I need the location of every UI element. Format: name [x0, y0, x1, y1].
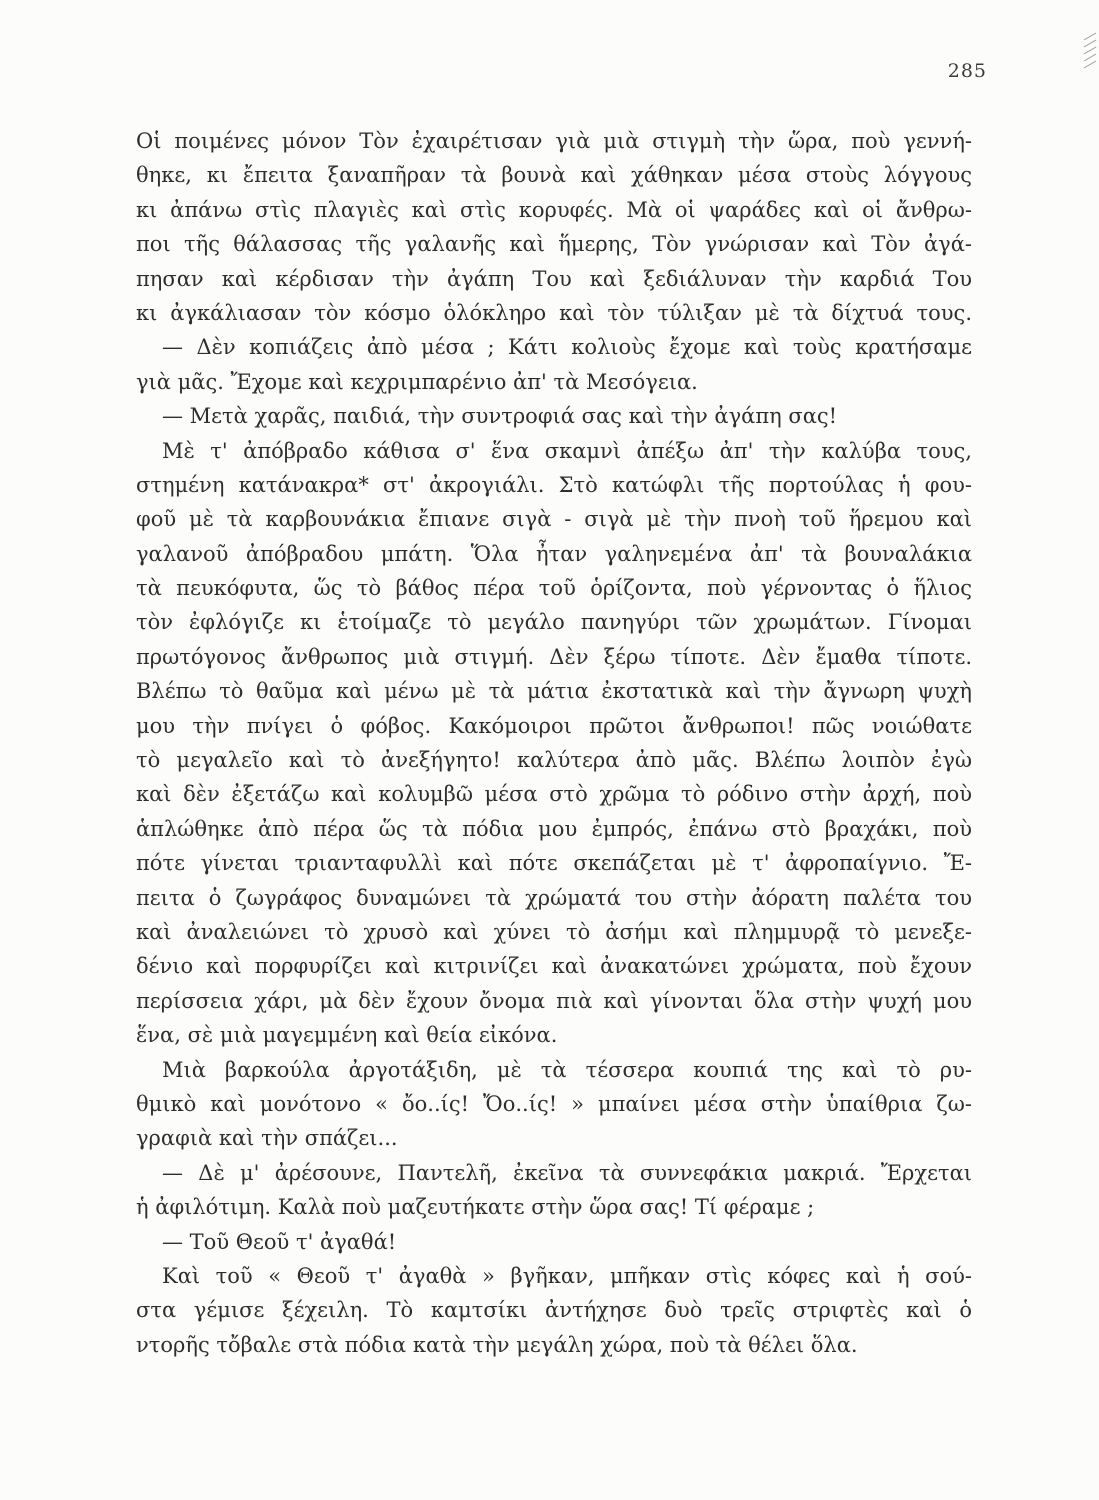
text-line: στημένη κατάνακρα* στ' ἀκρογιάλι. Στὸ κατώφλι τῆς πορτούλας ἡ φου- [136, 472, 972, 497]
text-line: γραφιὰ καὶ τὴν σπάζει... [136, 1126, 398, 1151]
text-line: ποι τῆς θάλασσας τῆς γαλανῆς καὶ ἥμερης, Τὸν γνώρισαν καὶ Τὸν ἀγά- [136, 232, 972, 257]
text-line: στα γέμισε ξέχειλη. Τὸ καμτσίκι ἀντήχησε δυὸ τρεῖς στριφτὲς καὶ ὁ [136, 1298, 972, 1323]
text-line: γαλανοῦ ἀπόβραδου μπάτη. Ὅλα ἦταν γαληνεμένα ἀπ' τὰ βουναλάκια [136, 541, 972, 566]
text-line: κι ἀγκάλιασαν τὸν κόσμο ὁλόκληρο καὶ τὸν τύλιξαν μὲ τὰ δίχτυά τους. [136, 300, 972, 325]
text-line: ἕνα, σὲ μιὰ μαγεμμένη καὶ θεία εἰκόνα. [136, 1023, 558, 1048]
text-line: Βλέπω τὸ θαῦμα καὶ μένω μὲ τὰ μάτια ἐκστατικὰ καὶ τὴν ἄγνωρη ψυχὴ [136, 679, 972, 704]
text-line: τὸν ἐφλόγιζε κι ἑτοίμαζε τὸ μεγάλο πανηγύρι τῶν χρωμάτων. Γίνομαι [136, 610, 972, 635]
page-edge-marks [1083, 30, 1099, 100]
text-line: μου τὴν πνίγει ὁ φόβος. Κακόμοιροι πρῶτοι ἄνθρωποι! πῶς νοιώθατε [136, 713, 972, 738]
text-line: πρωτόγονος ἄνθρωπος μιὰ στιγμή. Δὲν ξέρω τίποτε. Δὲν ἔμαθα τίποτε. [136, 644, 972, 669]
text-line: θηκε, κι ἔπειτα ξαναπῆραν τὰ βουνὰ καὶ χάθηκαν μέσα στοὺς λόγγους [136, 163, 972, 188]
text-line: κι ἀπάνω στὶς πλαγιὲς καὶ στὶς κορυφές. Μὰ οἱ ψαράδες καὶ οἱ ἄνθρω- [136, 197, 972, 222]
text-line: Καὶ τοῦ « Θεοῦ τ' ἀγαθὰ » βγῆκαν, μπῆκαν στὶς κόφες καὶ ἡ σού- [162, 1263, 972, 1288]
text-line: θμικὸ καὶ μονότονο « ὄο..ίς! Ὄο..ίς! » μπαίνει μέσα στὴν ὑπαίθρια ζω- [136, 1091, 972, 1116]
text-line: καὶ ἀναλειώνει τὸ χρυσὸ καὶ χύνει τὸ ἀσήμι καὶ πλημμυρᾷ τὸ μενεξε- [136, 919, 972, 944]
text-line: — Δὲ μ' ἀρέσουνε, Παντελῆ, ἐκεῖνα τὰ συννεφάκια μακριά. Ἔρχεται [162, 1160, 972, 1185]
text-line: πότε γίνεται τριανταφυλλὶ καὶ πότε σκεπάζεται μὲ τ' ἀφροπαίγνιο. Ἔ- [136, 851, 972, 876]
text-line: — Δὲν κοπιάζεις ἀπὸ μέσα ; Κάτι κολιοὺς ἔχομε καὶ τοὺς κρατήσαμε [162, 335, 972, 360]
text-line: ἡ ἀφιλότιμη. Καλὰ ποὺ μαζευτήκατε στὴν ὥρα σας! Τί φέραμε ; [136, 1195, 815, 1220]
text-line: ἁπλώθηκε ἀπὸ πέρα ὥς τὰ πόδια μου ἐμπρός, ἐπάνω στὸ βραχάκι, ποὺ [136, 816, 972, 841]
text-line: φοῦ μὲ τὰ καρβουνάκια ἔπιανε σιγὰ - σιγὰ μὲ τὴν πνοὴ τοῦ ἥρεμου καὶ [136, 507, 972, 532]
text-line: — Μετὰ χαρᾶς, παιδιά, τὴν συντροφιά σας καὶ τὴν ἀγάπη σας! [162, 404, 838, 429]
text-line: Οἱ ποιμένες μόνον Τὸν ἐχαιρέτισαν γιὰ μιὰ στιγμὴ τὴν ὥρα, ποὺ γεννή- [136, 129, 972, 153]
text-line: Μὲ τ' ἀπόβραδο κάθισα σ' ἕνα σκαμνὶ ἀπέξω ἀπ' τὴν καλύβα τους, [162, 438, 972, 463]
page-number: 285 [947, 60, 987, 82]
text-line: δένιο καὶ πορφυρίζει καὶ κιτρινίζει καὶ ἀνακατώνει χρώματα, ποὺ ἔχουν [136, 954, 972, 979]
text-line: τὸ μεγαλεῖο καὶ τὸ ἀνεξήγητο! καλύτερα ἀπὸ μᾶς. Βλέπω λοιπὸν ἐγὼ [136, 748, 972, 773]
text-line: γιὰ μᾶς. Ἔχομε καὶ κεχριμπαρένιο ἀπ' τὰ Μεσόγεια. [136, 369, 698, 394]
text-line: περίσσεια χάρι, μὰ δὲν ἔχουν ὄνομα πιὰ καὶ γίνονται ὅλα στὴν ψυχή μου [136, 988, 972, 1013]
edge-mark [1084, 61, 1097, 69]
text-line: τὰ πευκόφυτα, ὥς τὸ βάθος πέρα τοῦ ὁρίζοντα, ποὺ γέρνοντας ὁ ἥλιος [136, 576, 972, 601]
text-line: — Τοῦ Θεοῦ τ' ἀγαθά! [162, 1229, 397, 1254]
text-line: Μιὰ βαρκούλα ἀργοτάξιδη, μὲ τὰ τέσσερα κουπιά της καὶ τὸ ρυ- [162, 1057, 972, 1082]
text-line: πησαν καὶ κέρδισαν τὴν ἀγάπη Του καὶ ξεδιάλυναν τὴν καρδιά Του [136, 266, 972, 291]
text-line: ντορῆς τὄβαλε στὰ πόδια κατὰ τὴν μεγάλη χώρα, ποὺ τὰ θέλει ὅλα. [136, 1332, 858, 1357]
text-line: πειτα ὁ ζωγράφος δυναμώνει τὰ χρώματά του στὴν ἀόρατη παλέτα του [136, 885, 972, 910]
body-text [136, 124, 972, 1362]
text-line: καὶ δὲν ἐξετάζω καὶ κολυμβῶ μέσα στὸ χρῶμα τὸ ρόδινο στὴν ἀρχή, ποὺ [136, 782, 972, 807]
